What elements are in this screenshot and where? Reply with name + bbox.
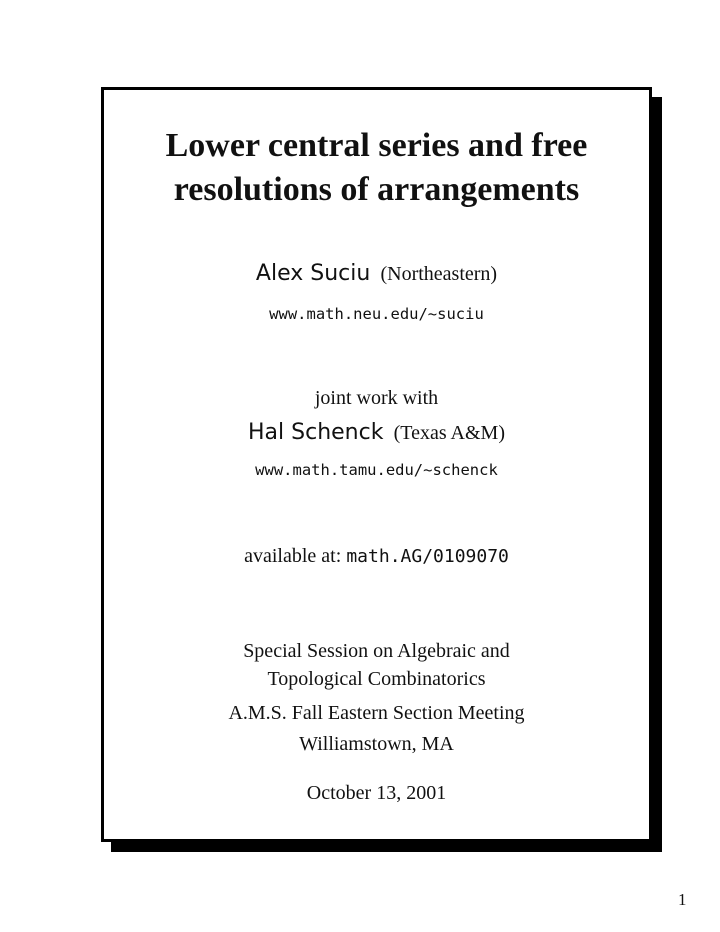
author1-line [104,261,649,286]
author2-affiliation: (Texas A&M) [393,422,505,444]
arxiv-id: math.AG/0109070 [346,546,509,567]
author1-name: Alex Suciu [255,261,371,286]
availability-line [104,545,649,568]
session-line-2: Topological Combinatorics [267,668,486,690]
available-label: available at: [244,545,342,567]
joint-work-label: joint work with [314,387,439,409]
author2-name: Hal Schenck [248,420,384,445]
page-number: 1 [678,890,687,909]
author1-affiliation: (Northeastern) [380,263,498,285]
title-line-2: resolutions of arrangements [173,171,580,208]
slide-frame [101,87,652,842]
meeting-location: Williamstown, MA [299,733,454,755]
title-line-1: Lower central series and free [165,127,588,164]
author2-line [104,420,649,445]
meeting-name: A.M.S. Fall Eastern Section Meeting [228,702,525,724]
slide-title [104,124,649,212]
author2-url: www.math.tamu.edu/~schenck [255,461,498,479]
author1-url: www.math.neu.edu/~suciu [269,305,484,323]
session-line-1: Special Session on Algebraic and [243,640,510,662]
meeting-date: October 13, 2001 [306,782,447,804]
